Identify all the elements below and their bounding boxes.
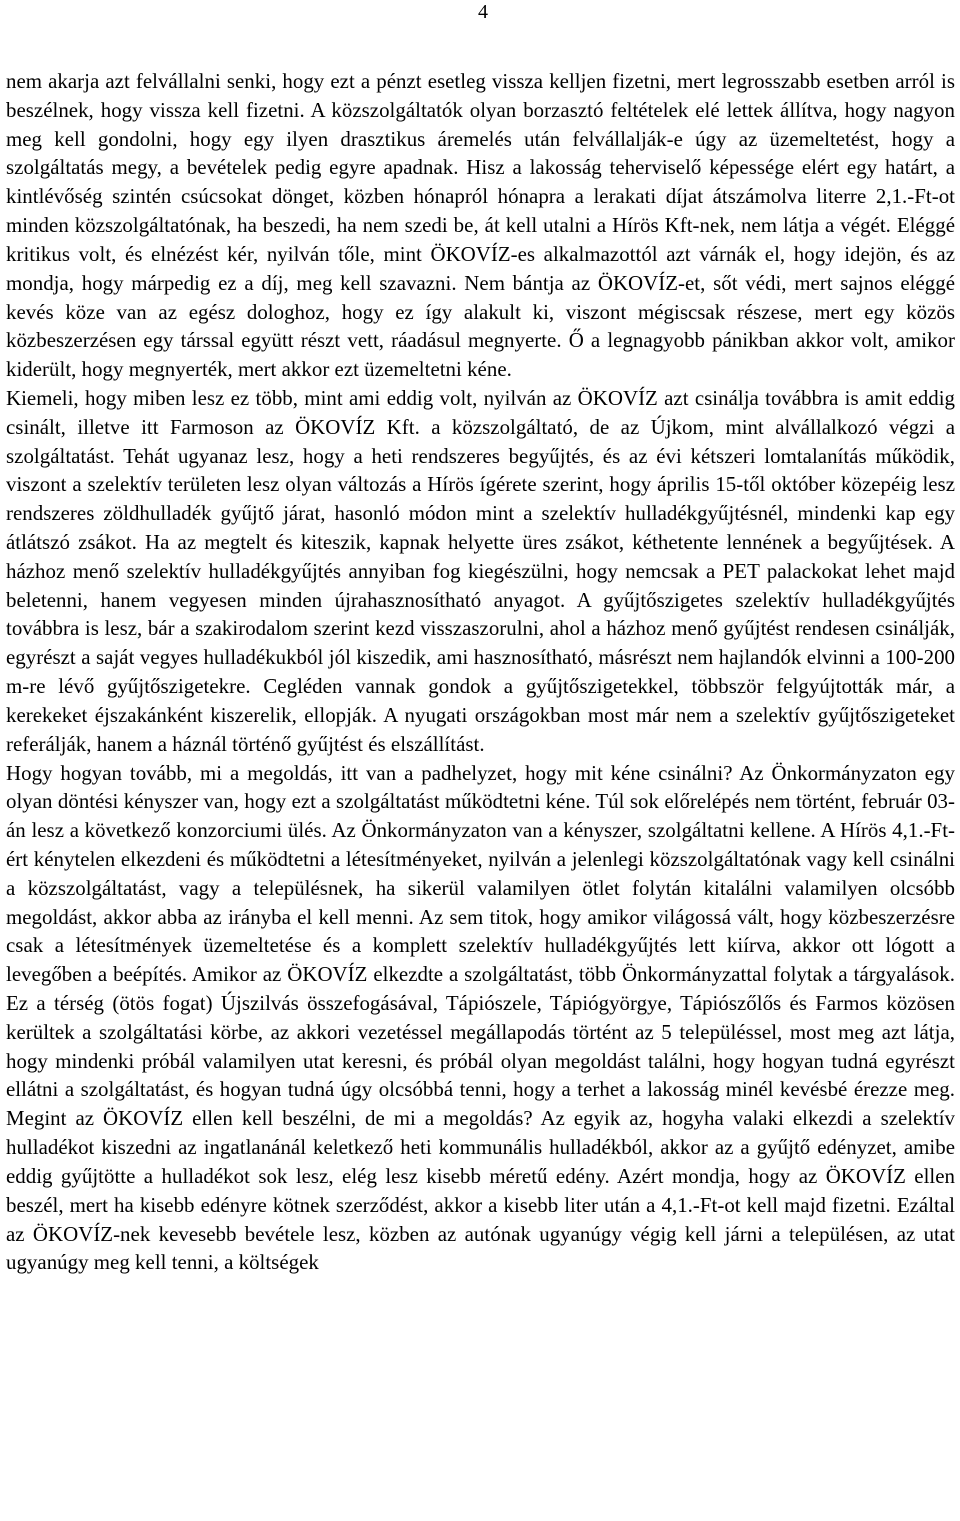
- paragraph: Hogy hogyan tovább, mi a megoldás, itt van a padhelyzet, hogy mit kéne csinálni? Az Önkormányzaton egy olyan döntési kényszer van, hogy ezt a szolgáltatást működtetni kéne. Túl sok előrelépés nem történt, február 03-án lesz a következő konzorciumi ülés. Az Önkormányzaton van a kényszer, szolgáltatni kellene. A Hírös 4,1.-Ft-ért kénytelen elkezdeni és működtetni a létesítményeket, nyilván a jelenlegi közszolgáltatónak vagy kell csinálni a közszolgáltatást, vagy a településnek, ha sikerül valamilyen ötlet folytán kitalálni valamilyen olcsóbb megoldást, akkor abba az irányba el kell menni. Az sem titok, hogy amikor világossá vált, hogy közbeszerzésre csak a létesítmények üzemeltetése és a komplett szelektív hulladékgyűjtés lett kiírva, akkor ott lógott a levegőben a beépítés. Amikor az ÖKOVÍZ elkezdte a szolgáltatást, több Önkormányzattal folytak a tárgyalások. Ez a térség (ötös fogat) Újszilvás összefogásával, Tápiószele, Tápiógyörgye, Tápiószőlős és Farmos közösen kerültek a szolgáltatási körbe, az akkori vezetéssel megállapodás történt az 5 településsel, most meg azt látja, hogy mindenki próbál valamilyen utat keresni, és próbál olyan megoldást találni, hogy hogyan tudná egyrészt ellátni a szolgáltatást, és hogyan tudná úgy olcsóbbá tenni, hogy a terhet a lakosság minél kevésbé érezze meg. Megint az ÖKOVÍZ ellen kell beszélni, de mi a megoldás? Az egyik az, hogyha valaki elkezdi a szelektív hulladékot kiszedni az ingatlanánál keletkező heti kommunális hulladékból, akkor az a gyűjtő edényzet, amibe eddig gyűjtötte a hulladékot sok lesz, elég lesz kisebb méretű edény. Azért mondja, hogy az ÖKOVÍZ ellen beszél, mert ha kisebb edényre kötnek szerződést, akkor a kisebb liter után a 4,1.-Ft-ot kell majd fizetni. Ezáltal az ÖKOVÍZ-nek kevesebb bevétele lesz, közben az autónak ugyanúgy végig kell járni a településen, az utat ugyanúgy meg kell tenni, a költségek: [6, 760, 955, 1275]
- body-text: [6, 67, 955, 1277]
- paragraph: Kiemeli, hogy miben lesz ez több, mint ami eddig volt, nyilván az ÖKOVÍZ azt csinálja továbbra is amit eddig csinált, illetve itt Farmoson az ÖKOVÍZ Kft. a közszolgáltató, de az Újkom, mint alvállalkozó végzi a szolgáltatást. Tehát ugyanaz lesz, hogy a heti rendszeres begyűjtés, és az évi kétszeri lomtalanítás működik, viszont a szelektív területen lesz olyan változás a Hírös ígérete szerint, hogy április 15-től október közepéig lesz rendszeres zöldhulladék gyűjtő járat, hasonló módon mint a szelektív hulladékgyűjtésnél, mindenki kap egy átlátszó zsákot. Ha az megtelt és kiteszik, kapnak helyette üres zsákot, kéthetente lennének a begyűjtések. A házhoz menő szelektív hulladékgyűjtés annyiban fog kiegészülni, hogy nemcsak a PET palackokat lehet majd beletenni, hanem vegyesen minden újrahasznosítható anyagot. A gyűjtőszigetes szelektív hulladékgyűjtés továbbra is lesz, bár a szakirodalom szerint kezd visszaszorulni, ahol a házhoz menő gyűjtést rendesen csinálják, egyrészt a saját vegyes hulladékukból jól kiszedik, ami hasznosítható, másrészt nem hajlandók elvinni a 100-200 m-re lévő gyűjtőszigetekre. Cegléden vannak gondok a gyűjtőszigetekkel, többször felgyújtották már, a kerekeket éjszakánként kiszerelik, ellopják. A nyugati országokban most már nem a szelektív gyűjtőszigeteket referálják, hanem a háznál történő gyűjtést és elszállítást.: [6, 385, 955, 756]
- page-number: 4: [478, 1, 488, 23]
- paragraph: nem akarja azt felvállalni senki, hogy ezt a pénzt esetleg vissza kelljen fizetni, mert legrosszabb esetben arról is beszélnek, hogy vissza kell fizetni. A közszolgáltatók olyan borzasztó feltételek elé lettek állítva, hogy nagyon meg kell gondolni, hogy egy ilyen drasztikus áremelés után felvállalják-e úgy az üzemeltetést, hogy a szolgáltatás megy, a bevételek pedig egyre apadnak. Hisz a lakosság teherviselő képessége elért egy határt, a kintlévőség szintén csúcsokat dönget, közben hónapról hónapra a lerakati díjat átszámolva literre 2,1.-Ft-ot minden közszolgáltatónak, ha beszedi, ha nem szedi be, át kell utalni a Hírös Kft-nek, nem látja a végét. Eléggé kritikus volt, és elnézést kér, nyilván tőle, mint ÖKOVÍZ-es alkalmazottól azt várnák el, hogy idejön, és az mondja, hogy márpedig ez a díj, meg kell szavazni. Nem bántja az ÖKOVÍZ-et, sőt védi, mert sajnos eléggé kevés köze van az egész dologhoz, hogy ez így alakult ki, viszont mégiscsak részese, mert egy közös közbeszerzésen egy társsal együtt részt vett, ráadásul megnyerte. Ő a legnagyobb pánikban akkor volt, amikor kiderült, hogy megnyerték, mert akkor ezt üzemeltetni kéne.: [6, 69, 955, 382]
